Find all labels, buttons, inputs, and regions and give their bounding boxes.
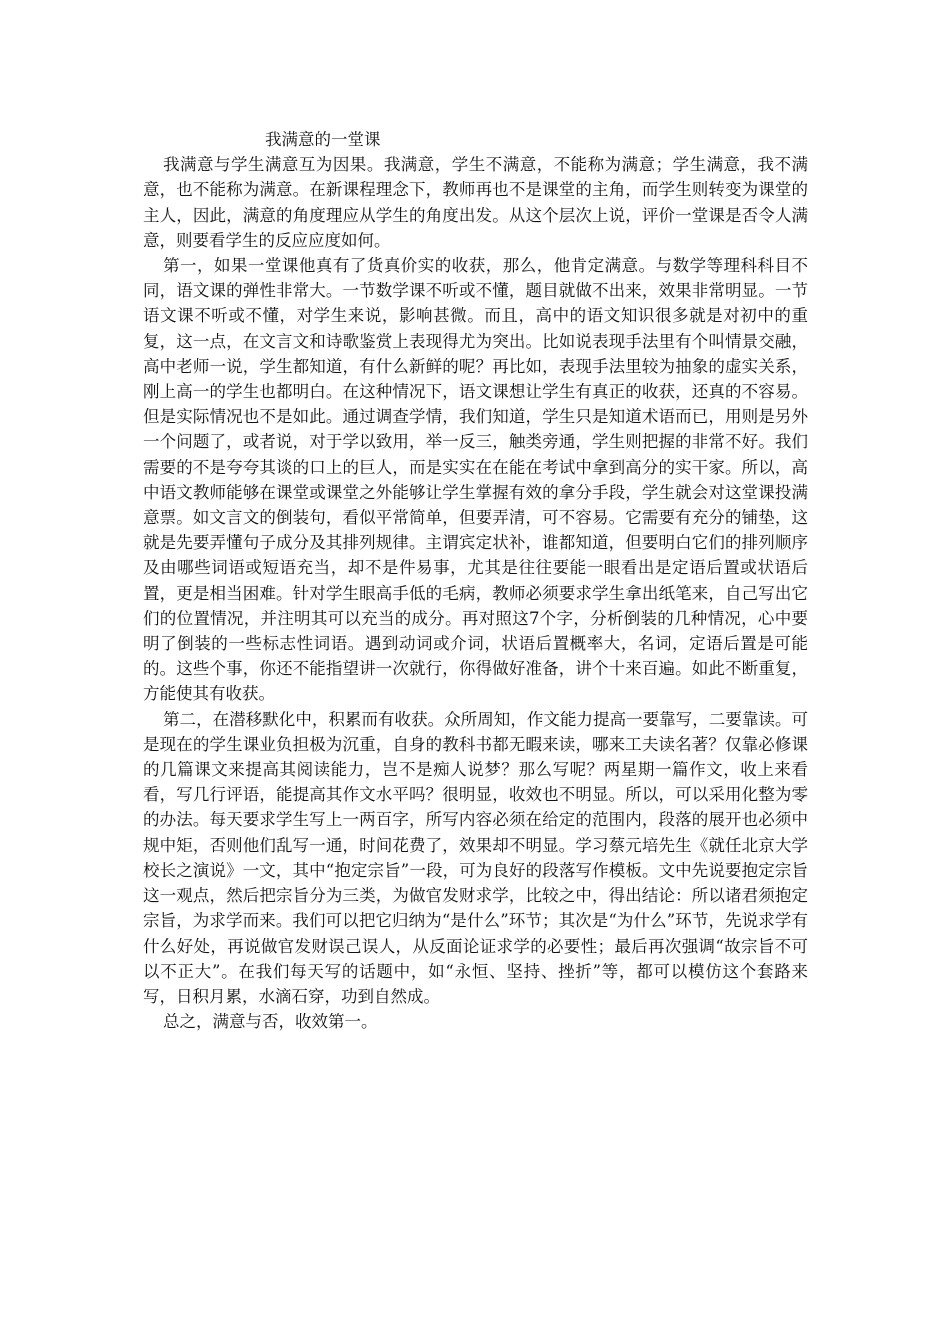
paragraph-conclusion: 总之，满意与否，收效第一。 [163,1012,378,1032]
document-title: 我满意的一堂课 [265,130,381,149]
paragraph-first-point: 第一，如果一堂课他真有了货真价实的收获，那么，他肯定满意。与数学等理科科目不同，语文课的弹性非常大。一节数学课不听或不懂，题目就做不出来，效果非常明显。一节语文课不听或不懂，对学生来说，影响甚微。而且，高中的语文知识很多就是对初中的重复，这一点，在文言文和诗歌鉴赏上表现得尤为突出。比如说表现手法里有个叫情景交融，高中老师一说，学生都知道，有什么新鲜的呢？再比如，表现手法里较为抽象的虚实关系，刚上高一的学生也都明白。在这种情况下，语文课想让学生有真正的收获，还真的不容易。但是实际情况也不是如此。通过调查学情，我们知道，学生只是知道术语而已，用则是另外一个问题了，或者说，对于学以致用，举一反三，触类旁通，学生则把握的非常不好。我们需要的不是夸夸其谈的口上的巨人，而是实实在在能在考试中拿到高分的实干家。所以，高中语文教师能够在课堂或课堂之外能够让学生掌握有效的拿分手段，学生就会对这堂课投满意票。如文言文的倒装句，看似平常简单，但要弄清，可不容易。它需要有充分的铺垫，这就是先要弄懂句子成分及其排列规律。主谓宾定状补，谁都知道，但要明白它们的排列顺序及由哪些词语或短语充当，却不是件易事，尤其是往往要能一眼看出是定语后置或状语后置，更是相当困难。针对学生眼高手低的毛病，教师必须要求学生拿出纸笔来，自己写出它们的位置情况，并注明其可以充当的成分。再对照这7个字，分析倒装的几种情况，心中要明了倒装的一些标志性词语。遇到动词或介词，状语后置概率大，名词，定语后置是可能的。这些个事，你还不能指望讲一次就行，你得做好准备，讲个十来百遍。如此不断重复，方能使其有收获。 [143,256,808,704]
document-body [143,127,808,1034]
paragraph-intro: 我满意与学生满意互为因果。我满意，学生不满意，不能称为满意；学生满意，我不满意，也不能称为满意。在新课程理念下，教师再也不是课堂的主角，而学生则转变为课堂的主人，因此，满意的角度理应从学生的角度出发。从这个层次上说，评价一堂课是否令人满意，则要看学生的反应应度如何。 [143,155,808,250]
paragraph-second-point: 第二，在潜移默化中，积累而有收获。众所周知，作文能力提高一要靠写，二要靠读。可是现在的学生课业负担极为沉重，自身的教科书都无暇来读，哪来工夫读名著？仅靠必修课的几篇课文来提高其阅读能力，岂不是痴人说梦？那么写呢？两星期一篇作文，收上来看看，写几行评语，能提高其作文水平吗？很明显，收效也不明显。所以，可以采用化整为零的办法。每天要求学生写上一两百字，所写内容必须在给定的范围内，段落的展开也必须中规中矩，否则他们乱写一通，时间花费了，效果却不明显。学习蔡元培先生《就任北京大学校长之演说》一文，其中“抱定宗旨”一段，可为良好的段落写作模板。文中先说要抱定宗旨这一观点，然后把宗旨分为三类，为做官发财求学，比较之中，得出结论：所以诸君须抱定宗旨，为求学而来。我们可以把它归纳为“是什么”环节；其次是“为什么”环节，先说求学有什么好处，再说做官发财误己误人，从反面论证求学的必要性；最后再次强调“故宗旨不可以不正大”。在我们每天写的话题中，如“永恒、坚持、挫折”等，都可以模仿这个套路来写，日积月累，水滴石穿，功到自然成。 [143,709,808,1006]
